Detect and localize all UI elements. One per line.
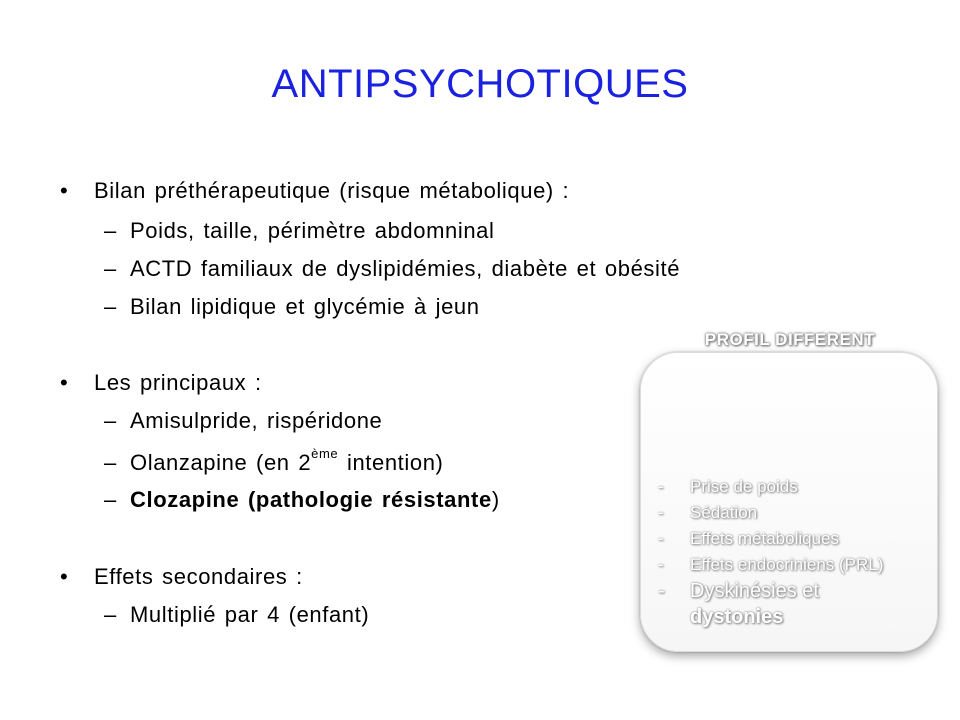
bullet-principaux [60, 370, 262, 396]
bullet-dot: • [60, 370, 69, 395]
dash: – [104, 218, 117, 243]
principaux-item [104, 446, 444, 476]
callout-item [658, 474, 928, 500]
callout-item-text: Dyskinésies et [690, 580, 819, 602]
bullet-effets [60, 564, 303, 590]
bilan-item-text: Poids, taille, périmètre abdomninal [130, 218, 495, 243]
effets-item [104, 602, 370, 628]
bilan-item [104, 294, 480, 320]
callout-heading: PROFIL DIFFERENT [704, 330, 876, 349]
effets-item-text: Multiplié par 4 (enfant) [130, 602, 370, 627]
bilan-heading: Bilan préthérapeutique (risque métabolique) : [94, 178, 570, 203]
callout-item [658, 526, 928, 552]
callout-item [658, 500, 928, 526]
dash: – [104, 294, 117, 319]
principaux-item-text: Amisulpride, rispéridone [130, 408, 383, 433]
effets-heading: Effets secondaires : [94, 564, 303, 589]
bullet-dot: • [60, 178, 69, 203]
callout-item-text: Sédation [690, 503, 758, 522]
dash: – [104, 408, 117, 433]
principaux-heading: Les principaux : [94, 370, 262, 395]
callout-item-text: Prise de poids [690, 477, 798, 496]
bullet-bilan [60, 178, 570, 204]
dash: – [104, 602, 117, 627]
callout-dash: - [658, 503, 664, 522]
callout-list [658, 474, 928, 630]
callout-dash: - [658, 477, 664, 496]
bilan-item [104, 218, 495, 244]
callout-item-text: Effets endocriniens (PRL) [690, 555, 884, 574]
bullet-dot: • [60, 564, 69, 589]
slide-title: ANTIPSYCHOTIQUES [271, 62, 689, 106]
dash: – [104, 487, 117, 512]
callout-item [658, 552, 928, 578]
principaux-item-bold: Clozapine (pathologie résistante [130, 487, 492, 512]
callout-item-text-line2: dystonies [690, 606, 784, 628]
callout-item-text: Effets métaboliques [690, 529, 839, 548]
principaux-item [104, 408, 383, 434]
callout-dash: - [658, 555, 664, 574]
callout-dash: - [658, 529, 664, 548]
dash: – [104, 450, 117, 475]
principaux-item [104, 487, 500, 513]
callout-item [658, 578, 928, 630]
dash: – [104, 256, 117, 281]
bilan-item [104, 256, 681, 282]
superscript: ème [311, 446, 339, 461]
principaux-item-text: Olanzapine (en 2 [130, 450, 312, 475]
bilan-item-text: Bilan lipidique et glycémie à jeun [130, 294, 480, 319]
callout-dash: - [658, 580, 665, 602]
bilan-item-text: ACTD familiaux de dyslipidémies, diabète et obésité [130, 256, 681, 281]
principaux-item-tail: ) [491, 487, 500, 512]
principaux-item-text-tail: intention) [338, 450, 444, 475]
